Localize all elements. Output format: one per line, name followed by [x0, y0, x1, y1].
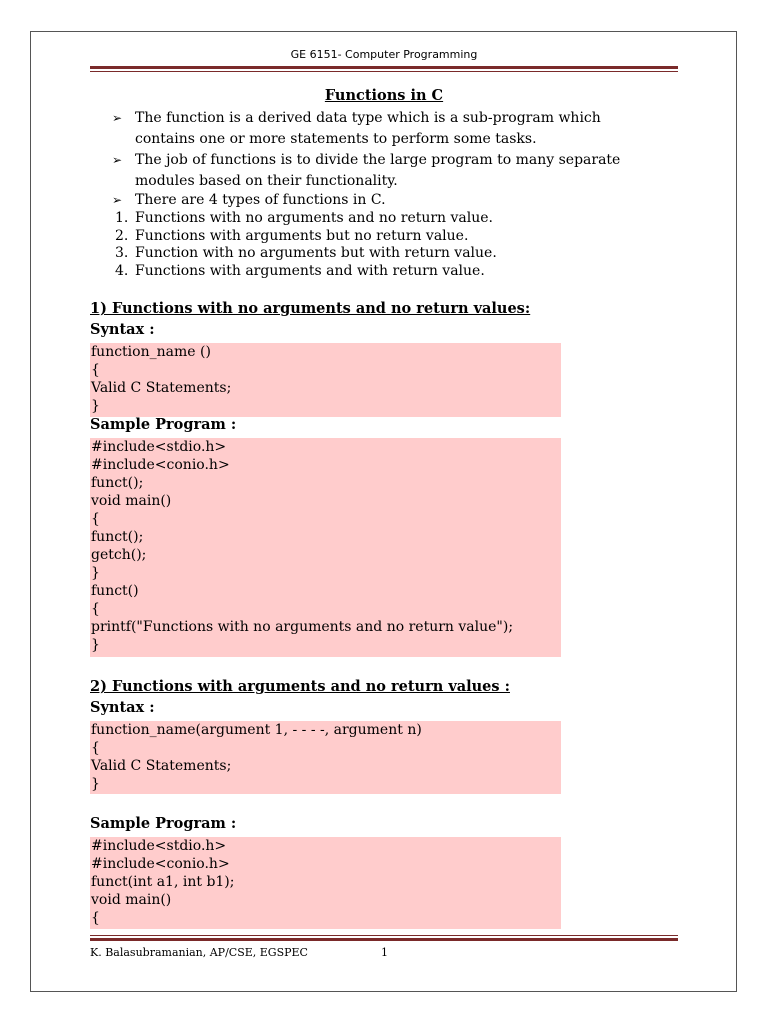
footer-author: K. Balasubramanian, AP/CSE, EGSPEC — [90, 946, 308, 959]
section2-sample-label: Sample Program : — [90, 815, 237, 832]
code-line: { — [91, 910, 100, 926]
code-line: } — [91, 776, 100, 792]
intro-bullets — [112, 108, 682, 209]
bullet-line: contains one or more statements to perform some tasks. — [135, 131, 537, 147]
code-line: #include<conio.h> — [91, 856, 230, 872]
code-line: funct() — [91, 583, 139, 599]
function-types-list — [115, 210, 675, 280]
list-item: 1. Functions with no arguments and no return value. — [115, 210, 494, 226]
code-line: funct(); — [91, 529, 144, 545]
section2-syntax-code — [90, 721, 561, 794]
section2-sample-code — [90, 837, 561, 929]
document-title: Functions in C — [324, 87, 444, 104]
code-line: } — [91, 637, 100, 653]
code-line: } — [91, 398, 100, 414]
bullet-line: ➢ The function is a derived data type which is a sub-program which — [112, 108, 682, 129]
section1-sample-code — [90, 438, 561, 657]
arrow-bullet-icon: ➢ — [112, 111, 123, 125]
section2-syntax-label: Syntax : — [90, 699, 155, 716]
code-line: { — [91, 511, 100, 527]
section1-syntax-label: Syntax : — [90, 321, 155, 338]
code-line: void main() — [91, 892, 172, 908]
code-line: #include<conio.h> — [91, 457, 230, 473]
list-item: 3. Function with no arguments but with return value. — [115, 245, 497, 261]
code-line: { — [91, 740, 100, 756]
arrow-bullet-icon: ➢ — [112, 193, 123, 207]
page-number: 1 — [381, 946, 388, 959]
bullet-line: ➢ The job of functions is to divide the large program to many separate — [112, 150, 682, 171]
arrow-bullet-icon: ➢ — [112, 153, 123, 167]
code-line: Valid C Statements; — [91, 758, 232, 774]
section1-sample-label: Sample Program : — [90, 416, 237, 433]
header-rule-thin — [90, 71, 678, 72]
code-line: funct(int a1, int b1); — [91, 874, 235, 890]
code-line: function_name(argument 1, - - - -, argument n) — [91, 722, 422, 738]
list-item: 4. Functions with arguments and with return value. — [115, 262, 485, 279]
code-line: getch(); — [91, 547, 147, 563]
section1-syntax-code — [90, 343, 561, 417]
section2-heading: 2) Functions with arguments and no return values : — [90, 678, 510, 695]
footer-rule — [90, 938, 678, 941]
code-line: { — [91, 362, 100, 378]
code-line: { — [91, 601, 100, 617]
code-line: Valid C Statements; — [91, 380, 232, 396]
section1-heading: 1) Functions with no arguments and no return values: — [90, 300, 531, 317]
code-line: #include<stdio.h> — [91, 439, 227, 455]
bullet-line: ➢ There are 4 types of functions in C. — [112, 192, 386, 208]
bullet-line: modules based on their functionality. — [135, 173, 398, 189]
header-title: GE 6151- Computer Programming — [290, 48, 478, 61]
code-line: function_name () — [91, 344, 211, 360]
header-rule — [90, 66, 678, 69]
code-line: printf("Functions with no arguments and no return value"); — [91, 619, 514, 635]
code-line: #include<stdio.h> — [91, 838, 227, 854]
code-line: funct(); — [91, 475, 144, 491]
code-line: void main() — [91, 493, 172, 509]
code-line: } — [91, 565, 100, 581]
footer-rule-thin — [90, 935, 678, 936]
list-item: 2. Functions with arguments but no return value. — [115, 227, 469, 244]
